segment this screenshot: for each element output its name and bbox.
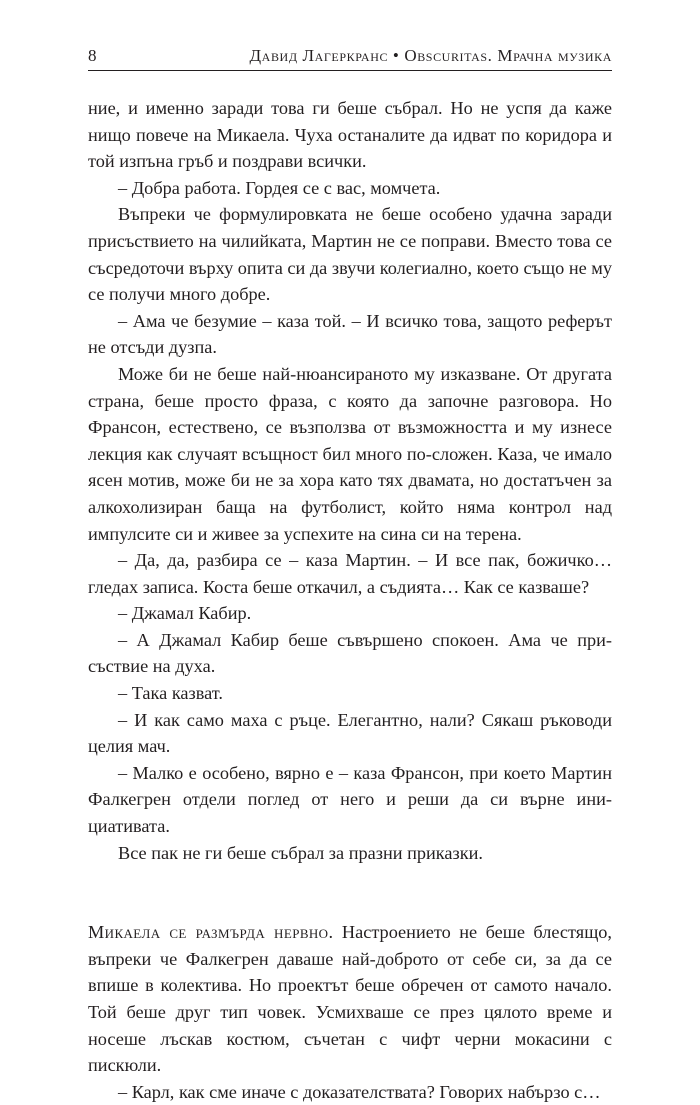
paragraph: Може би не беше най-нюансираното му изказване. От другата страна, беше просто фраза, с която да започне разговора. Но Франсон, естествено, се възползва от възможността и му изнесе лекция как случаят всъщност бил много по-сложен. Каза, че имало ясен мотив, може би не за хора като тях двамата, но достатъчен за алкохолизиран баща на футболист, който няма контрол над импулсите си и живее за успехите на сина си на терена. (88, 363, 612, 544)
section-lead-in: Микаела се размърда нервно. (88, 922, 334, 943)
running-head: Давид Лагеркранс • Obscuritas. Мрачна музика (249, 46, 612, 65)
paragraph: – Да, да, разбира се – каза Мартин. – И все пак, божичко… гледах записа. Коста беше откачил, а съдията… Как се казваше? (88, 550, 612, 597)
page-number: 8 (88, 46, 97, 65)
paragraph: – Добра работа. Гордея се с вас, момчета. (118, 177, 441, 198)
paragraph: Въпреки че формулировката не беше особено удачна заради присъствието на чилийката, Мартин не се поправи. Вместо това се съсредоточи върху опита си да звучи колегиално, което също не му се получи много добре. (88, 204, 613, 305)
paragraph: – Малко е особено, вярно е – каза Франсон, при което Мартин Фалкегрен отдели поглед от него и реши да си върне инициативата. (88, 762, 612, 837)
paragraph: – Джамал Кабир. (118, 603, 252, 624)
section-break (88, 866, 612, 919)
paragraph-text: Настроението не беше блестящо, въпреки че Фалкегрен даваше най-доброто от себе си, за да се впише в колектива. Но проектът беше обречен от самото начало. Той беше друг тип човек. Усмихваше се през цялото време и носеше лъскав костюм, съчетан с чифт черни мокасини с пискюли. (88, 922, 612, 1076)
body-text (88, 95, 612, 1105)
paragraph: ние, и именно заради това ги беше събрал. Но не успя да каже нищо повече на Микаела. Чуха останалите да идват по коридора и той изпъна гръб и поздрави всички. (88, 98, 612, 172)
paragraph: – Ама че безумие – каза той. – И всичко това, защото реферът не отсъди дузпа. (88, 310, 612, 358)
paragraph: – Карл, как сме иначе с доказателствата? Говорих набързо с… (118, 1081, 601, 1102)
page-header (88, 44, 612, 71)
paragraph: – А Джамал Кабир беше съвършено спокоен. Ама че присъствие на духа. (88, 629, 612, 677)
paragraph: – И как само маха с ръце. Елегантно, нали? Сякаш ръководи целия мач. (88, 709, 612, 757)
section-opening-paragraph (88, 919, 612, 1079)
paragraph: – Така казват. (118, 683, 223, 704)
paragraph: Все пак не ги беше събрал за празни приказки. (118, 842, 483, 863)
